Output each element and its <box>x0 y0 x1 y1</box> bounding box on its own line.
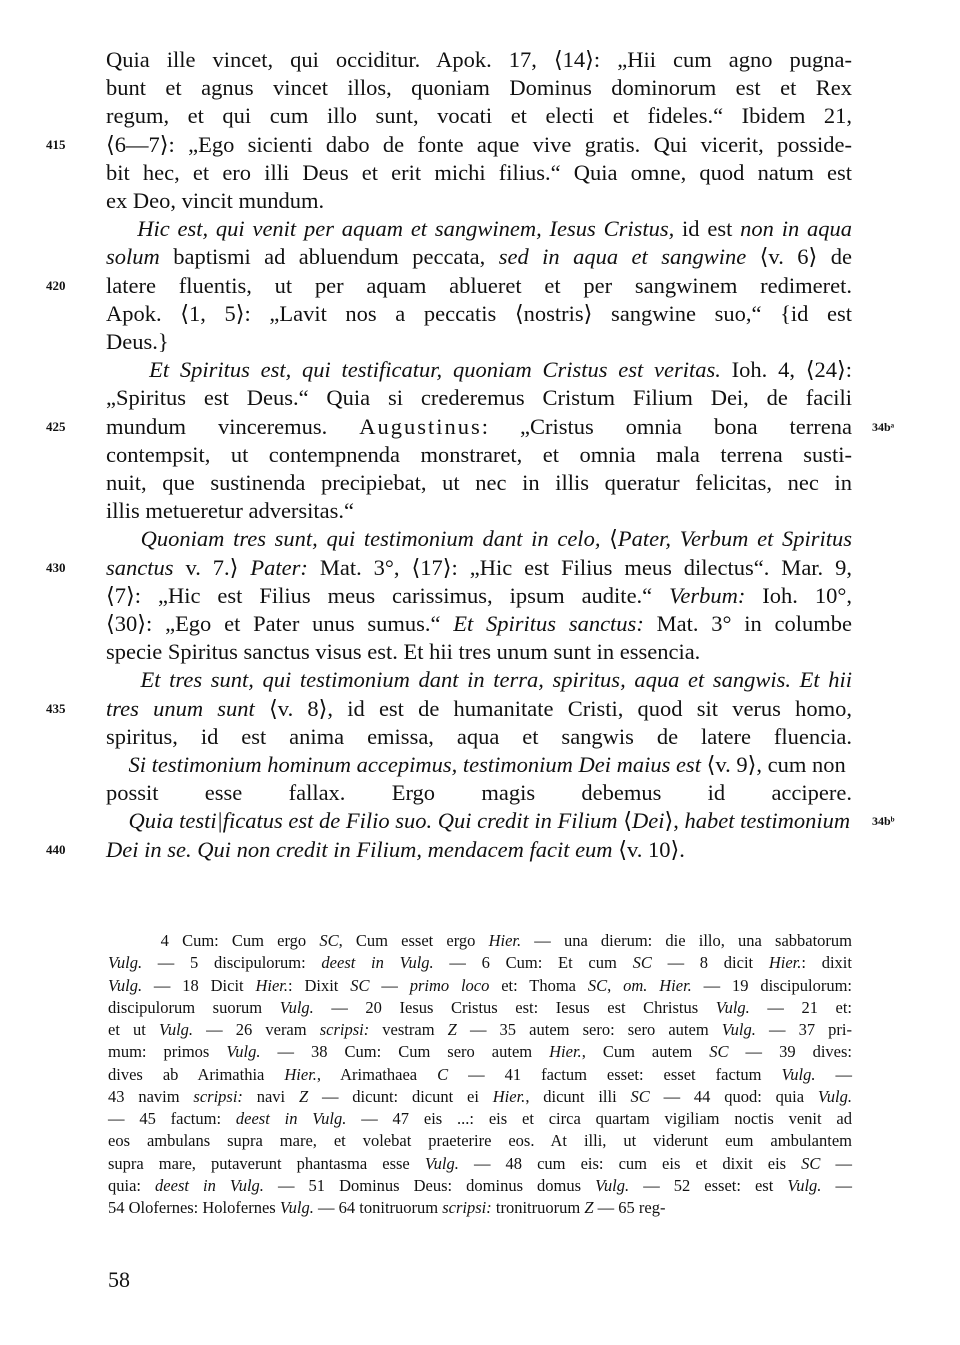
line-number: 415 <box>46 136 66 152</box>
footnote-line: 43 navim scripsi: navi Z — dicunt: dicunt ei Hier., dicunt illi SC — 44 quod: quia Vulg. <box>108 1086 852 1106</box>
line-number: 435 <box>46 700 66 716</box>
text-line: nuit, que sustinenda precipiebat, ut nec in illis queratur felicitas, nec in <box>106 470 852 495</box>
text-line: regum, et qui cum illo sunt, vocati et electi et fideles.“ Ibidem 21, <box>106 103 852 129</box>
text-line: Apok. ⟨1, 5⟩: „Lavit nos a peccatis ⟨nostris⟩ sangwine suo,“ {id est <box>106 300 852 326</box>
text-line: bit hec, et ero illi Deus et erit michi filius.“ Quia omne, quod natum est <box>106 159 852 185</box>
line-number: 430 <box>46 559 66 575</box>
footnote-line: discipulorum suorum Vulg. — 20 Iesus Cristus est: Iesus est Christus Vulg. — 21 et: <box>108 997 853 1017</box>
footnote-line: mum: primos Vulg. — 38 Cum: Cum sero autem Hier., Cum autem SC — 39 dives: <box>108 1042 852 1062</box>
footnote-line: — 45 factum: deest in Vulg. — 47 eis ...: eis et circa quartam vigiliam noctis venit ad <box>108 1109 852 1128</box>
text-line: solum baptismi ad abluendum peccata, sed in aqua et sangwine ⟨v. 6⟩ de <box>106 244 852 270</box>
footnote-line: 54 Olofernes: Holofernes Vulg. — 64 tonitruorum scripsi: tronitruorum Z — 65 reg- <box>108 1198 666 1217</box>
footnote-line: quia: deest in Vulg. — 51 Dominus Deus: dominus domus Vulg. — 52 esset: est Vulg. — <box>108 1175 852 1195</box>
footnote-line: Vulg. — 5 discipulorum: deest in Vulg. — 6 Cum: Et cum SC — 8 dicit Hier.: dixit <box>108 953 852 973</box>
text-line: bunt et agnus vincet illos, quoniam Dominus dominorum est et Rex <box>106 75 852 101</box>
text-line: contempsit, ut contempnenda monstraret, et omnia mala terrena susti- <box>106 441 852 467</box>
footnote-line: et ut Vulg. — 26 veram scripsi: vestram Z — 35 autem sero: sero autem Vulg. — 37 pri- <box>108 1020 853 1039</box>
text-line: sanctus v. 7.⟩ Pater: Mat. 3°, ⟨17⟩: „Hic est Filius meus dilectus“. Mar. 9, <box>106 554 852 580</box>
text-line: ⟨7⟩: „Hic est Filius meus carissimus, ipsum audite.“ Verbum: Ioh. 10°, <box>106 582 853 608</box>
text-line: Dei in se. Qui non credit in Filium, mendacem facit eum ⟨v. 10⟩. <box>106 836 685 862</box>
line-number: 440 <box>46 841 66 857</box>
text-line: Si testimonium hominum accepimus, testimonium Dei maius est ⟨v. 9⟩, cum non <box>128 752 846 777</box>
text-line: Quia testi|ficatus est de Filio suo. Qui credit in Filium ⟨Dei⟩, habet testimonium <box>128 808 851 834</box>
line-number: 425 <box>46 418 66 434</box>
text-line: latere fluentis, ut per aquam ablueret et per sangwinem redimeret. <box>106 272 852 298</box>
text-line: Quoniam tres sunt, qui testimonium dant in celo, ⟨Pater, Verbum et Spiritus <box>140 526 853 552</box>
line-number: 420 <box>46 277 66 293</box>
text-line: Deus.} <box>106 329 169 354</box>
text-line: Hic est, qui venit per aquam et sangwinem, Iesus Cristus, id est non in aqua <box>137 216 852 242</box>
text-line: ⟨6—7⟩: „Ego sicienti dabo de fonte aque vive gratis. Qui vicerit, posside- <box>106 131 852 157</box>
text-line: specie Spiritus sanctus visus est. Et hii tres unum sunt in essencia. <box>106 639 701 665</box>
text-line: „Spiritus est Deus.“ Quia si crederemus Cristum Filium Dei, de facili <box>106 385 852 411</box>
text-line: spiritus, id est anima emissa, aqua et sangwis de latere fluencia. <box>106 723 852 749</box>
footnote-line: supra mare, putaverunt phantasma esse Vulg. — 48 cum eis: cum eis et dixit eis SC — <box>108 1153 853 1173</box>
text-line: mundum vinceremus. Augustinus: „Cristus omnia bona terrena <box>106 413 852 439</box>
text-line: Et Spiritus est, qui testificatur, quoniam Cristus est veritas. Ioh. 4, ⟨24⟩: <box>149 357 853 383</box>
page-number: 58 <box>108 1267 130 1292</box>
footnote-line: 4 Cum: Cum ergo SC, Cum esset ergo Hier. — una dierum: die illo, una sabbatorum <box>108 931 852 950</box>
text-line: ⟨30⟩: „Ego et Pater unus sumus.“ Et Spiritus sanctus: Mat. 3° in columbe <box>106 611 852 636</box>
text-line: Et tres sunt, qui testimonium dant in terra, spiritus, aqua et sangwis. Et hii <box>140 667 852 693</box>
footnote-line: eos ambulans supra mare, et volebat praeterire eos. At illi, ut viderunt eum ambulantem <box>108 1131 852 1151</box>
folio-mark: 34bᵃ <box>872 419 895 434</box>
text-line: possit esse fallax. Ergo magis debemus id accipere. <box>106 780 852 806</box>
footnote-line: dives ab Arimathia Hier., Arimathaea C — 41 factum esset: esset factum Vulg. — <box>108 1064 853 1084</box>
text-line: illis metueretur adversitas.“ <box>106 498 355 524</box>
footnote-line: Vulg. — 18 Dicit Hier.: Dixit SC — primo loco et: Thoma SC, om. Hier. — 19 discipulorum: <box>108 975 852 995</box>
text-line: Quia ille vincet, qui occiditur. Apok. 17, ⟨14⟩: „Hii cum agno pugna- <box>106 47 852 72</box>
text-line: ex Deo, vincit mundum. <box>106 188 325 213</box>
folio-mark: 34bᵇ <box>872 814 895 829</box>
text-line: tres unum sunt ⟨v. 8⟩, id est de humanitate Cristi, quod sit verus homo, <box>106 695 853 721</box>
